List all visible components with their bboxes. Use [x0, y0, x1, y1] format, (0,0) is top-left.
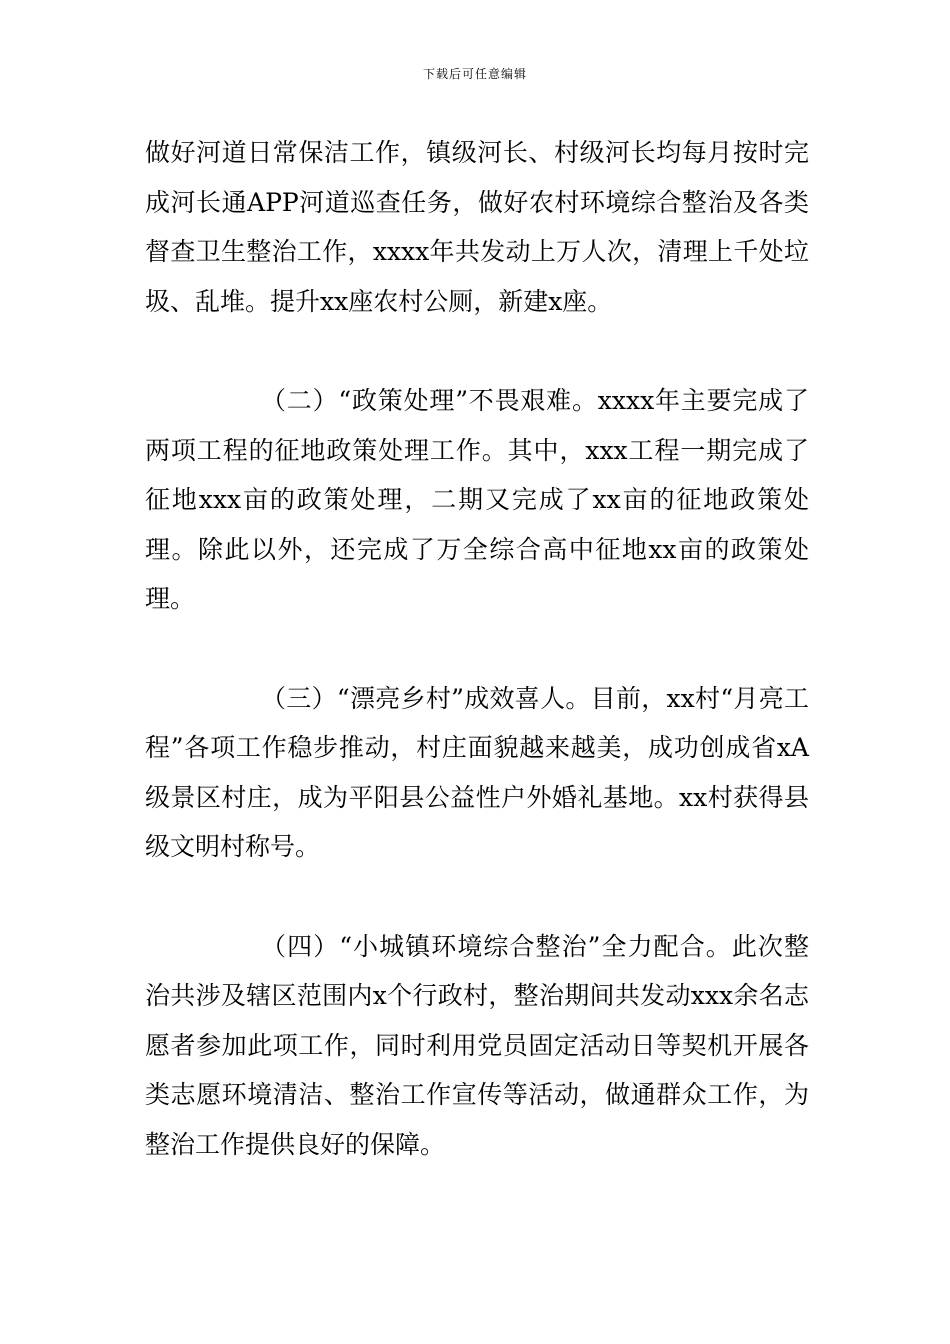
paragraph-gap: [145, 326, 809, 376]
text-line: （四）“小城镇环境综合整治”全力配合。此次: [261, 931, 784, 961]
paragraph-gap: [145, 872, 809, 922]
text-line: 完成河长通APP河道巡查任务，做好农村环境综合整治及各: [145, 138, 809, 217]
text-line: 名志愿者参加此项工作，同时利用党员固定活动日等契机: [145, 981, 809, 1060]
text-line: 开展各类志愿环境清洁、整治工作宣传等活动，做通群众: [145, 1030, 809, 1109]
page-header-note: 下载后可任意编辑: [422, 67, 527, 81]
paragraph-policy-handling: [145, 376, 809, 624]
text-line: 工作，为整治工作提供良好的保障。: [145, 1080, 809, 1159]
text-line: 处理。: [145, 534, 809, 613]
text-line: 处垃圾、乱堆。提升xx座农村公厕，新建x座。: [145, 237, 809, 316]
text-line: 整治共涉及辖区范围内x个行政村，整治期间共发动xxx余: [145, 931, 809, 1010]
paragraph-gap: [145, 624, 809, 674]
text-line: 处理。除此以外，还完成了万全综合高中征地xx亩的政策: [145, 485, 809, 564]
paragraph-continuation: [145, 128, 809, 326]
text-line: 类督查卫生整治工作，xxxx年共发动上万人次，清理上千: [145, 187, 809, 266]
text-line: （三）“漂亮乡村”成效喜人。目前，xx村“月: [261, 683, 759, 713]
text-line: 了征地xxx亩的政策处理，二期又完成了xx亩的征地政策: [145, 435, 809, 514]
text-line: 村获得县级文明村称号。: [145, 782, 809, 861]
text-line: 了两项工程的征地政策处理工作。其中，xxx工程一期完成: [145, 386, 809, 465]
text-line: 亮工程”各项工作稳步推动，村庄面貌越来越美，成功创: [145, 683, 809, 762]
text-line: 做好河道日常保洁工作，镇级河长、村级河长均每月按时: [145, 138, 784, 167]
document-body: [145, 128, 809, 1169]
paragraph-town-rectification: [145, 922, 809, 1170]
paragraph-beautiful-village: [145, 674, 809, 872]
text-line: （二）“政策处理”不畏艰难。xxxx年主要完成: [261, 386, 784, 415]
text-line: 成省xA级景区村庄，成为平阳县公益性户外婚礼基地。xx: [145, 733, 809, 812]
